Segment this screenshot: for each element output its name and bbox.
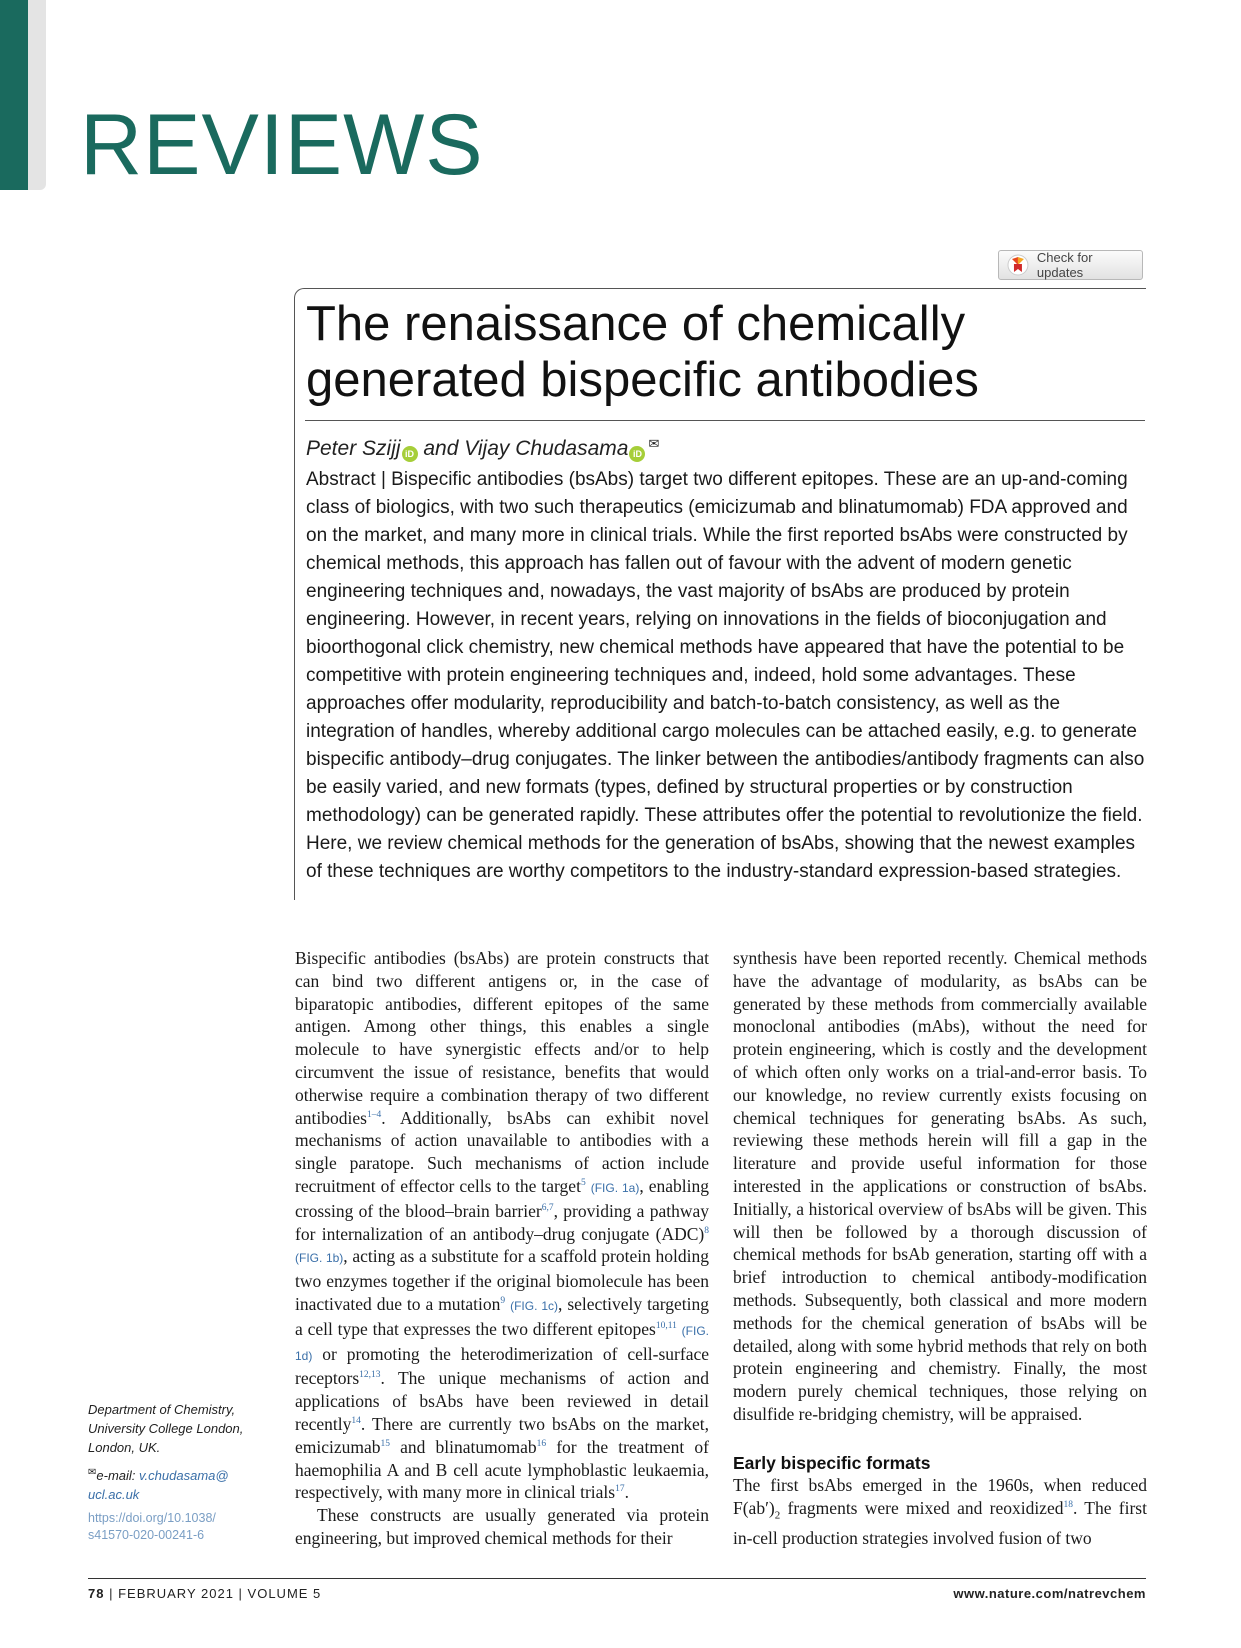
orcid-icon[interactable]: iD (629, 446, 645, 462)
reference-link[interactable]: 14 (351, 1415, 361, 1426)
volume-number: VOLUME 5 (247, 1586, 322, 1601)
abstract-text: Abstract | Bispecific antibodies (bsAbs) target two different epitopes. These are an up-and-coming class of biologics, with two such therapeutics (emicizumab and blinatumomab) FDA approved and on the market, and many more in clinical trials. While the first reported bsAbs were constructed by chemical methods, this approach has fallen out of favour with the advent of modern genetic engineering techniques and, nowadays, the vast majority of bsAbs are produced by protein engineering. However, in recent years, relying on innovations in the fields of bioconjugation and bioorthogonal click chemistry, new chemical methods have appeared that have the potential to be competitive with protein engineering techniques and, indeed, hold some advantages. These approaches offer modularity, reproducibility and batch-to-batch consistency, as well as the integration of handles, whereby additional cargo molecules can be attached easily, e.g. to generate bispecific antibody–drug conjugates. The linker between the antibodies/antibody fragments can also be easily varied, and new formats (types, defined by structural properties or by construction methodology) can be generated rapidly. These attributes offer the potential to revolutionize the field. Here, we review chemical methods for the generation of bsAbs, showing that the newest examples of these techniques are worthy competitors to the industry-standard expression-based strategies. (306, 469, 1145, 882)
brand-side-bar (0, 0, 28, 190)
abstract-left-rule (294, 420, 295, 900)
figure-link[interactable]: (FIG. 1a) (590, 1180, 640, 1195)
reference-link[interactable]: 15 (380, 1438, 391, 1449)
article-title-line-1: The renaissance of chemically (306, 297, 966, 351)
reference-link[interactable]: 6,7 (541, 1202, 554, 1213)
issue-date: FEBRUARY 2021 (118, 1586, 234, 1601)
email-label: e-mail: (96, 1468, 140, 1483)
body-paragraph: Bispecific antibodies (bsAbs) are protein constructs that can bind two different antigens or, in the case of biparatopic antibodies, different epitopes of the same antigen. Among other things, this enables a single molecule to have synergistic effects and/or to help circumvent the issue of resistance, benefits that would otherwise require a combination therapy of two different antibodies$^{1-4}$. Additionally, bsAbs can exhibit novel mechanisms of action unavailable to antibodies with a single paratope. Such mechanisms of action include recruitment of effector cells to the target$^5$ (FIG. 1a), enabling crossing of the blood–brain barrier$^{6,7}$, providing a pathway for internalization of an antibody–drug conjugate (ADC)$^8$ (FIG. 1b), acting as a substitute for a scaffold protein holding two enzymes together if the original biomolecule has been inactivated due to a mutation$^9$ (FIG. 1c), selectively targeting a cell type that expresses the two different epitopes$^{10,11}$ (FIG. 1d) or promoting the heterodimerization of cell-surface receptors$^{12,13}$. The unique mechanisms of action and applications of bsAbs have been reviewed in detail recently$^{14}$. There are currently two bsAbs on the market, emicizumab$^{15}$ and blinatumomab$^{16}$ for the treatment of haemophilia A and B cell acute lymphoblastic leukaemia, respectively, with many more in clinical trials$^{17}$. (295, 948, 710, 1503)
body-column-right (733, 947, 1147, 1550)
figure-link[interactable]: (FIG. 1d) (295, 1323, 709, 1363)
figure-link[interactable]: (FIG. 1c) (510, 1298, 559, 1313)
subscript: 2 (774, 1509, 781, 1522)
crossmark-icon (1007, 254, 1029, 276)
brand-side-bar-shadow (28, 0, 46, 190)
email-link[interactable]: ucl.ac.uk (88, 1487, 140, 1502)
author-name: Vijay Chudasama (464, 437, 629, 460)
reference-link[interactable]: 5 (580, 1177, 586, 1188)
body-paragraph: These constructs are usually generated via protein engineering, but improved chemical methods for their (295, 1505, 709, 1548)
reference-link[interactable]: 10,11 (655, 1320, 677, 1331)
journal-url[interactable]: www.nature.com/natrevchem (953, 1586, 1146, 1601)
reference-link[interactable]: 12,13 (359, 1370, 381, 1381)
figure-link[interactable]: (FIG. 1b) (295, 1251, 344, 1266)
reference-link[interactable]: 8 (704, 1225, 709, 1236)
author-list (306, 431, 659, 462)
check-for-updates-button[interactable] (998, 250, 1143, 280)
affiliation-line: University College London, (88, 1421, 244, 1436)
check-for-updates-label: Check for updates (1036, 250, 1093, 280)
body-paragraph: synthesis have been reported recently. Chemical methods have the advantage of modularity, as bsAbs can be generated by these methods from commercially available monoclonal antibodies (mAbs), without the need for protein engineering, which is costly and the development of which often only works on a trial-and-error basis. To our knowledge, no review currently exists focusing on chemical techniques for generating bsAbs. As such, reviewing these methods herein will fill a gap in the literature and provide useful information for those interested in the applications or construction of bsAbs. Initially, a historical overview of bsAbs will be given. This will then be followed by a thorough discussion of chemical methods for bsAb generation, starting off with a brief introduction to chemical antibody-modification methods. Subsequently, both classical and more modern methods for the chemical generation of bsAbs will be detailed, along with some hybrid methods that rely on both protein engineering and chemistry. Finally, the most modern purely chemical techniques, those relying on disulfide re-bridging chemistry, will be appraised. (733, 948, 1147, 1424)
reference-link[interactable]: 9 (500, 1295, 506, 1306)
author-affiliation (88, 1400, 268, 1544)
affiliation-line: Department of Chemistry, (88, 1402, 236, 1417)
email-link[interactable]: v.chudasama@ (139, 1468, 229, 1483)
body-paragraph: The first bsAbs emerged in the 1960s, when reduced $F(ab')_2$ fragments were mixed and reoxidized$^{18}$. The first in-cell production strategies involved fusion of two (733, 1474, 1147, 1548)
footer-divider (88, 1578, 1146, 1579)
affiliation-line: London, UK. (88, 1440, 161, 1455)
article-title-line-2: generated bispecific antibodies (306, 353, 979, 407)
section-heading: Early bispecific formats (733, 1452, 931, 1473)
email-envelope-icon[interactable]: ✉ (648, 436, 660, 451)
email-envelope-icon: ✉ (88, 1467, 97, 1478)
journal-section-header: REVIEWS (80, 97, 484, 193)
body-column-left (295, 947, 709, 1550)
page-number: 78 (88, 1586, 105, 1601)
title-divider (305, 420, 1145, 421)
author-joiner: and (417, 437, 465, 460)
orcid-icon[interactable]: iD (402, 446, 418, 462)
article-title (306, 296, 1136, 408)
reference-link[interactable]: 16 (536, 1438, 547, 1449)
footer-page-info: 78 | FEBRUARY 2021 | VOLUME 5 (88, 1586, 322, 1601)
email-block (88, 1463, 268, 1504)
author-name: Peter Szijj (306, 437, 401, 460)
doi-link[interactable]: https://doi.org/10.1038/ s41570-020-00241-6 (88, 1511, 216, 1542)
reference-link[interactable]: 18 (1063, 1499, 1073, 1510)
reference-link[interactable]: 1–4 (366, 1109, 382, 1120)
reference-link[interactable]: 17 (615, 1484, 625, 1495)
